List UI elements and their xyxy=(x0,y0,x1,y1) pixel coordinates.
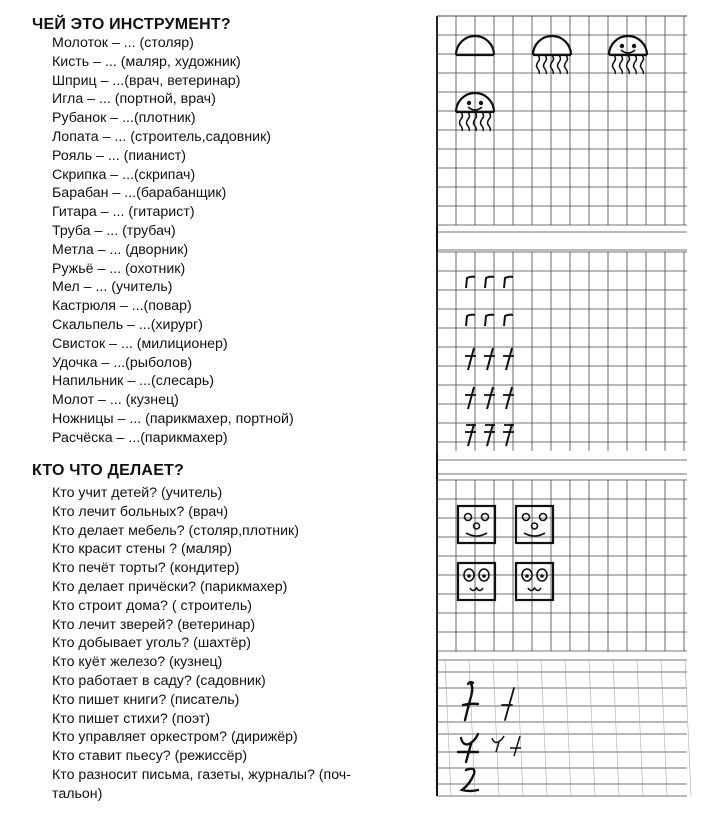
tool-item: Метла – ... (дворник) xyxy=(52,241,189,258)
square-face-smile-icon xyxy=(458,506,495,543)
tool-item: Ружьё – ... (охотник) xyxy=(52,260,186,277)
tool-item: Скрипка – ...(скрипач) xyxy=(52,166,196,183)
tool-item: Скальпель – ...(хирург) xyxy=(52,317,203,333)
square-face-owl-icon xyxy=(458,563,495,600)
question-item: Кто пишет книги? (писатель) xyxy=(52,691,240,708)
jellyfish-face-icon xyxy=(609,36,647,74)
tool-item: Труба – ... (трубач) xyxy=(52,223,176,239)
question-item: Кто управляет оркестром? (дирижёр) xyxy=(52,729,298,746)
tool-item: Напильник – ...(слесарь) xyxy=(52,373,214,390)
tool-item: Расчёска – ...(парикмахер) xyxy=(52,429,228,446)
question-item: Кто учит детей? (учитель) xyxy=(52,485,223,501)
tool-item: Гитара – ... (гитарист) xyxy=(52,204,195,221)
tool-item: Молоток – ... (столяр) xyxy=(52,35,194,51)
question-item: Кто работает в саду? (садовник) xyxy=(52,673,266,689)
tool-item: Барабан – ...(барабанщик) xyxy=(52,185,227,202)
tool-item: Рояль – ... (пианист) xyxy=(52,147,186,164)
tool-item: Рубанок – ...(плотник) xyxy=(52,110,196,127)
grid-block-2 xyxy=(437,252,687,451)
question-item: Кто ставит пьесу? (режиссёр) xyxy=(52,748,248,765)
question-item: Кто делает причёски? (парикмахер) xyxy=(52,579,288,595)
tool-item: Свисток – ... (милиционер) xyxy=(52,335,228,352)
tool-item: Ножницы – ... (парикмахер, портной) xyxy=(52,411,294,427)
question-item: Кто строит дома? ( строитель) xyxy=(52,597,252,614)
question-item: Кто лечит зверей? (ветеринар) xyxy=(52,616,256,633)
jellyfish-tentacles-icon xyxy=(533,36,571,74)
question-item: Кто печёт торты? (кондитер) xyxy=(52,560,240,577)
question-item: Кто добывает уголь? (шахтёр) xyxy=(52,635,252,652)
question-item: Кто разносит письма, газеты, журналы? (поч- xyxy=(52,767,351,783)
hook-stroke-icon xyxy=(466,277,513,288)
ruled-lines xyxy=(437,660,691,796)
section-title-who-does-what: КТО ЧТО ДЕЛАЕТ? xyxy=(32,462,185,479)
tool-item: Игла – ... (портной, врач) xyxy=(52,91,216,108)
tool-item: Шприц – ...(врач, ветеринар) xyxy=(52,72,241,89)
slash-stroke-icon xyxy=(465,348,514,370)
hook-stroke-icon xyxy=(466,315,513,326)
cursive-letters xyxy=(458,682,521,791)
tool-item: Удочка – ...(рыболов) xyxy=(52,354,193,371)
question-item: Кто лечит больных? (врач) xyxy=(52,503,229,520)
slash-stroke-icon xyxy=(465,387,514,409)
tool-item: Молот – ... (кузнец) xyxy=(52,392,179,409)
question-item: тальон) xyxy=(52,785,103,802)
tool-item: Кастрюля – ...(повар) xyxy=(52,298,192,315)
question-item: Кто красит стены ? (маляр) xyxy=(52,541,232,558)
square-face-owl-icon xyxy=(516,563,553,600)
question-item: Кто куёт железо? (кузнец) xyxy=(52,654,223,671)
question-item: Кто пишет стихи? (поэт) xyxy=(52,710,211,727)
square-face-smile-icon xyxy=(516,506,553,543)
seven-stroke-icon xyxy=(465,424,514,446)
tool-item: Лопата – ... (строитель,садовник) xyxy=(52,129,272,145)
section-title-tools: ЧЕЙ ЭТО ИНСТРУМЕНТ? xyxy=(32,16,231,33)
question-item: Кто делает мебель? (столяр,плотник) xyxy=(52,522,299,539)
tool-item: Кисть – ... (маляр, художник) xyxy=(52,53,241,70)
tool-item: Мел – ... (учитель) xyxy=(52,279,173,296)
